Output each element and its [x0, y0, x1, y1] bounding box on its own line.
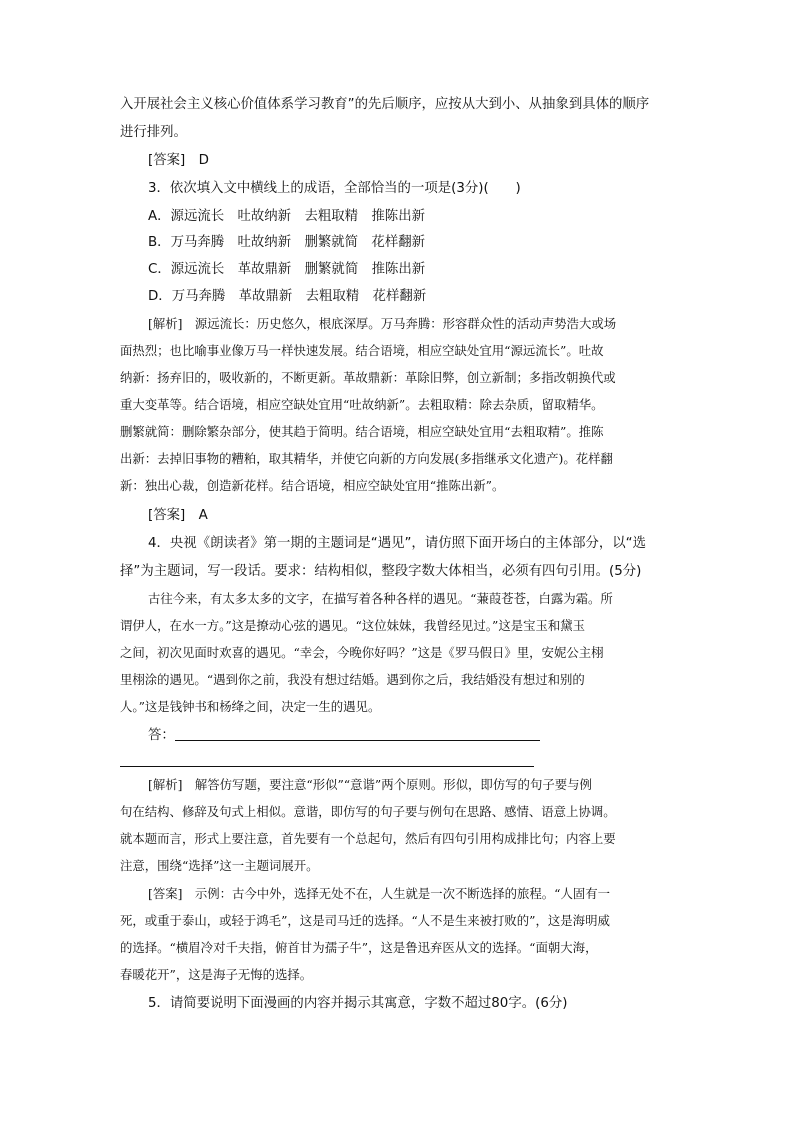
text-line: 出新：去掉旧事物的糟粕，取其精华，并使它向新的方向发展(多指继承文化遗产)。花样翻 [120, 451, 613, 466]
text-line: 死，或重于泰山，或轻于鸿毛”，这是司马迁的选择。“人不是生来被打败的”，这是海明威 [120, 913, 610, 928]
text-line: A．源远流长 吐故纳新 去粗取精 推陈出新 [148, 209, 425, 224]
text-line: 谓伊人，在水一方。”这是撩动心弦的遇见。“这位妹妹，我曾经见过。”这是宝玉和黛玉 [120, 618, 586, 633]
text-line: C．源远流长 革故鼎新 删繁就简 推陈出新 [148, 262, 426, 277]
text-line: 人。”这是钱钟书和杨绛之间，决定一生的遇见。 [120, 699, 381, 714]
text-line: 句在结构、修辞及句式上相似。意谐，即仿写的句子要与例句在思路、感情、语意上协调。 [120, 804, 616, 819]
text-line: 纳新：扬弃旧的，吸收新的，不断更新。革故鼎新：革除旧弊，创立新制；多指改朝换代或 [120, 370, 616, 385]
text-line: 里栩涂的遇见。“遇到你之前，我没有想过结婚。遇到你之后，我结婚没有想过和别的 [120, 672, 585, 687]
text-line: 删繁就简：删除繁杂部分，使其趋于简明。结合语境，相应空缺处宜用“去粗取精”。推陈 [120, 424, 604, 439]
answer-blank-line-1[interactable] [175, 740, 540, 741]
text-line: 注意，围绕“选择”这一主题词展开。 [120, 858, 319, 873]
text-line: 入开展社会主义核心价值体系学习教育”的先后顺序，应按从大到小、从抽象到具体的顺序 [120, 97, 650, 112]
text-line: 4．央视《朗读者》第一期的主题词是“遇见”，请仿照下面开场白的主体部分，以“选 [148, 536, 647, 551]
text-line: B．万马奔腾 吐故纳新 删繁就简 花样翻新 [148, 235, 425, 250]
text-line: 3．依次填入文中横线上的成语，全部恰当的一项是(3分)( ) [148, 181, 521, 196]
text-line: [解析] 解答仿写题，要注意“形似”“意谐”两个原则。形似，即仿写的句子要与例 [148, 777, 592, 792]
text-line: [答案] A [148, 508, 208, 523]
answer-blank-line-2[interactable] [120, 766, 534, 767]
text-line: [答案] D [148, 153, 209, 168]
text-line: 重大变革等。结合语境，相应空缺处宜用“吐故纳新”。去粗取精：除去杂质，留取精华。 [120, 397, 604, 412]
text-line: [答案] 示例：古今中外，选择无处不在，人生就是一次不断选择的旅程。“人固有一 [148, 886, 611, 901]
text-line: 进行排列。 [120, 125, 187, 140]
text-line: D．万马奔腾 革故鼎新 去粗取精 花样翻新 [148, 289, 427, 304]
text-line: 答： [148, 728, 175, 743]
text-line: 春暖花开”，这是海子无悔的选择。 [120, 967, 313, 982]
text-line: 新：独出心裁，创造新花样。结合语境，相应空缺处宜用“推陈出新”。 [120, 478, 505, 493]
text-line: 5．请简要说明下面漫画的内容并揭示其寓意，字数不超过80字。(6分) [148, 996, 568, 1011]
text-line: 的选择。“横眉冷对千夫指，俯首甘为孺子牛”，这是鲁迅弃医从文的选择。“面朝大海， [120, 940, 598, 955]
text-line: 就本题而言，形式上要注意，首先要有一个总起句，然后有四句引用构成排比句；内容上要 [120, 831, 616, 846]
text-line: 古往今来，有太多太多的文字，在描写着各种各样的遇见。“蒹葭苍苍，白露为霜。所 [148, 591, 613, 606]
text-line: 面热烈；也比喻事业像万马一样快速发展。结合语境，相应空缺处宜用“源远流长”。吐故 [120, 343, 604, 358]
text-line: 之间，初次见面时欢喜的遇见。“幸会，今晚你好吗？”这是《罗马假日》里，安妮公主栩 [120, 645, 604, 660]
text-line: 择”为主题词，写一段话。要求：结构相似，整段字数大体相当，必须有四句引用。(5分) [120, 564, 642, 579]
text-line: [解析] 源远流长：历史悠久，根底深厚。万马奔腾：形容群众性的活动声势浩大或场 [148, 316, 617, 331]
